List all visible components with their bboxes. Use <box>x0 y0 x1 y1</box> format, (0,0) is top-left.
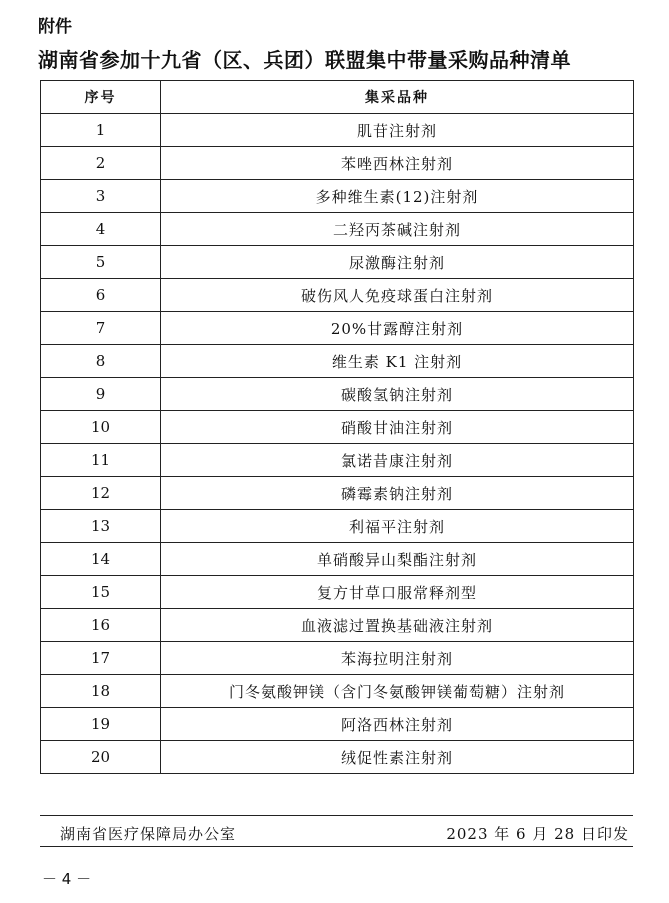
row-index: 9 <box>41 378 161 411</box>
row-variety-name: 二羟丙茶碱注射剂 <box>161 213 634 246</box>
row-index: 8 <box>41 345 161 378</box>
row-index: 11 <box>41 444 161 477</box>
row-index: 15 <box>41 576 161 609</box>
footer-bottom-rule <box>40 846 633 847</box>
table-row <box>41 411 634 444</box>
table-row <box>41 180 634 213</box>
row-variety-name: 利福平注射剂 <box>161 510 634 543</box>
row-variety-name: 血液滤过置换基础液注射剂 <box>161 609 634 642</box>
table-row <box>41 675 634 708</box>
table-row <box>41 213 634 246</box>
row-variety-name: 破伤风人免疫球蛋白注射剂 <box>161 279 634 312</box>
row-variety-name: 苯海拉明注射剂 <box>161 642 634 675</box>
row-index: 4 <box>41 213 161 246</box>
footer-top-rule <box>40 815 633 816</box>
row-index: 12 <box>41 477 161 510</box>
row-variety-name: 尿激酶注射剂 <box>161 246 634 279</box>
table-row <box>41 576 634 609</box>
table-row <box>41 147 634 180</box>
row-variety-name: 单硝酸异山梨酯注射剂 <box>161 543 634 576</box>
row-variety-name: 苯唑西林注射剂 <box>161 147 634 180</box>
table-row <box>41 246 634 279</box>
row-variety-name: 阿洛西林注射剂 <box>161 708 634 741</box>
attachment-label: 附件 <box>38 17 72 37</box>
table-row <box>41 477 634 510</box>
header-variety: 集采品种 <box>161 81 634 114</box>
row-variety-name: 20%甘露醇注射剂 <box>161 312 634 345</box>
row-index: 13 <box>41 510 161 543</box>
row-index: 7 <box>41 312 161 345</box>
row-index: 1 <box>41 114 161 147</box>
row-variety-name: 肌苷注射剂 <box>161 114 634 147</box>
row-index: 6 <box>41 279 161 312</box>
row-variety-name: 多种维生素(12)注射剂 <box>161 180 634 213</box>
document-title: 湖南省参加十九省（区、兵团）联盟集中带量采购品种清单 <box>38 48 571 72</box>
page-number: － 4 － <box>42 870 92 888</box>
procurement-table <box>40 80 634 774</box>
table-row <box>41 741 634 774</box>
row-index: 14 <box>41 543 161 576</box>
table-row <box>41 444 634 477</box>
row-index: 17 <box>41 642 161 675</box>
row-index: 10 <box>41 411 161 444</box>
table-header-row <box>41 81 634 114</box>
table-row <box>41 543 634 576</box>
row-variety-name: 碳酸氢钠注射剂 <box>161 378 634 411</box>
row-index: 16 <box>41 609 161 642</box>
table-row <box>41 114 634 147</box>
row-variety-name: 磷霉素钠注射剂 <box>161 477 634 510</box>
table-row <box>41 708 634 741</box>
row-variety-name: 氯诺昔康注射剂 <box>161 444 634 477</box>
row-index: 19 <box>41 708 161 741</box>
row-index: 20 <box>41 741 161 774</box>
row-variety-name: 硝酸甘油注射剂 <box>161 411 634 444</box>
row-index: 18 <box>41 675 161 708</box>
footer-date: 2023 年 6 月 28 日印发 <box>446 825 629 843</box>
row-index: 5 <box>41 246 161 279</box>
header-index: 序号 <box>41 81 161 114</box>
row-variety-name: 维生素 K1 注射剂 <box>161 345 634 378</box>
row-index: 2 <box>41 147 161 180</box>
table-row <box>41 642 634 675</box>
table-row <box>41 279 634 312</box>
row-variety-name: 门冬氨酸钾镁（含门冬氨酸钾镁葡萄糖）注射剂 <box>161 675 634 708</box>
row-variety-name: 绒促性素注射剂 <box>161 741 634 774</box>
table-row <box>41 378 634 411</box>
row-index: 3 <box>41 180 161 213</box>
table-row <box>41 345 634 378</box>
table-row <box>41 609 634 642</box>
table-row <box>41 510 634 543</box>
table-row <box>41 312 634 345</box>
footer-issuer: 湖南省医疗保障局办公室 <box>60 825 237 843</box>
row-variety-name: 复方甘草口服常释剂型 <box>161 576 634 609</box>
